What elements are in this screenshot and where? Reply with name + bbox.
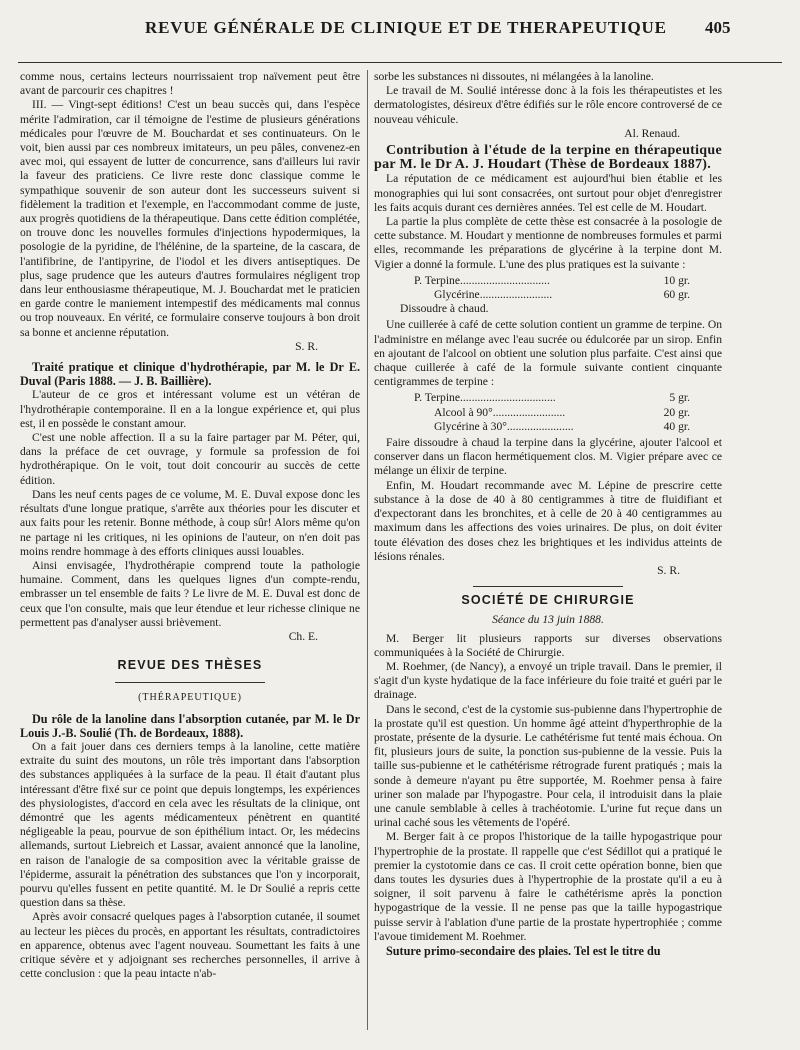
paragraph: M. Berger fait à ce propos l'historique de la taille hypogastrique pour l'hypertrophie de la prostate. Il rappelle que c'est Sédillot qui a pratiqué le premier la cystotomie dans ce cas. Il croit cette opération bonne, bien que dans toutes les dysuries dues à l'hypertrophie de la prostate qu'il a eu à soigner, il soit parvenu à faire le cathétérisme après la ponction hypogastrique de la vessie. Il ne pense pas que la taille hypogastrique puisse servir à l'ablation d'une partie de la prostate hypertrophiée ; comme l'avoue timidement M. Roehmer.: [374, 830, 722, 943]
paragraph: Faire dissoudre à chaud la terpine dans la glycérine, ajouter l'alcool et conserver dans un flacon hermétiquement clos. M. Vigier prépare avec ce mélange un élixir de terpine.: [374, 436, 722, 478]
left-column: [20, 70, 360, 981]
recipe-line: P. Terpine............................... 10 gr.: [414, 273, 690, 287]
article-title: Contribution à l'étude de la terpine en thérapeutique par M. le Dr A. J. Houdart (Thèse de Bordeaux 1887).: [374, 143, 722, 173]
paragraph: comme nous, certains lecteurs nourrissaient trop naïvement peut être avant de parcourir ces chapitres !: [20, 70, 360, 98]
signature: Ch. E.: [288, 629, 318, 643]
recipe-line: Glycérine......................... 60 gr.: [434, 288, 690, 302]
paragraph: Enfin, M. Houdart recommande avec M. Lépine de prescrire cette substance à la dose de 40 à 80 centigrammes à titre de fluidifiant et d'expectorant dans les bronchites, et à celle de 20 à 40 centigrammes au maximum dans les affections des voies urinaires. De plus, on doit éviter toute élévation des doses chez les brightiques et les individus atteints de lésions rénales.: [374, 478, 722, 563]
paragraph: Ainsi envisagée, l'hydrothérapie comprend toute la pathologie humaine. Comment, dans les quelques lignes d'un compte-rendu, embrasser un tel ensemble de faits ? Le livre de M. E. Duval est donc de ceux que l'on consulte, mais que leur étendue et leur richesse clinique ne permettent pas d'analyser aussi brièvement.: [20, 558, 360, 629]
recipe-2: [374, 391, 722, 434]
section-rule: [473, 586, 623, 587]
paragraph: sorbe les substances ni dissoutes, ni mélangées à la lanoline.: [374, 70, 654, 83]
article-title: Traité pratique et clinique d'hydrothérapie, par M. le Dr E. Duval (Paris 1888. — J. B. Baillière).: [20, 360, 360, 389]
recipe-line: P. Terpine................................. 5 gr.: [414, 391, 690, 405]
section-heading: SOCIÉTÉ DE CHIRURGIE: [461, 593, 635, 608]
paragraph: La partie la plus complète de cette thèse est consacrée à la posologie de cette substance. M. Houdart y mentionne de nombreuses formules et parmi elles, recommande les préparations de glycérine à la terpine dont M. Vigier a donné la formule. L'une des plus pratiques est la suivante :: [374, 215, 722, 271]
signature: S. R.: [295, 339, 318, 353]
subsection-heading: (THÉRAPEUTIQUE): [138, 692, 242, 704]
paragraph: Le travail de M. Soulié intéresse donc à la fois les thérapeutistes et les dermatologistes, désireux d'être édifiés sur le rôle encore controversé de ce nouveau véhicule.: [374, 84, 722, 126]
paragraph: III. — Vingt-sept éditions! C'est un beau succès qui, dans l'espèce mérite l'admiration, car il témoigne de l'estime de plusieurs générations médicales pour l'œuvre de M. Bouchardat et ses continuateurs. On le voit, bien aussi par ces nombreux imitateurs, un peu pâles, convenez-en avec moi, qui essayent de lutter de concurrence, sans d'ailleurs lui ravir la faveur des praticiens. Ce livre reste donc classique comme le sympathique souvenir de son auteur dont les successeurs suivent si fidèlement la tradition et l'exemple, en l'accommodant comme de juste, aux progrès quotidiens de la thérapeutique. Dans cette édition complétée, on trouve donc les nouvelles formules d'injections hypodermiques, la posologie de la pyridine, de l'hélénine, de la sparteine, de la cascara, de l'antifibrine, de l'antipyrine, de l'iodol et les divers antiseptiques. De plus, sage prudence que les auteurs d'autres formulaires négligent trop dans leur enthousiasme thérapeutique, M. J. Bouchardat met le praticien en garde contre le maniement intempestif des médicaments mal connus ou trop nouveaux. En vérité, ce formulaire conserve toujours à bon droit sa bonne et ancienne réputation.: [20, 98, 360, 339]
paragraph: On a fait jouer dans ces derniers temps à la lanoline, cette matière extraite du suint des moutons, un rôle très important dans l'absorption des substances appliquées à la surface de la peau. Il était d'autant plus intéressant d'être fixé sur ce point que depuis longtemps, les expériences des physiologistes, d'accord en cela avec les résultats de la clinique, ont démontré que les agents médicamenteux pénètrent en quantité négligeable la peau, pourvue de son épithélium intact. Or, les médecins allemands, surtout Liebreich et Lassar, avaient annoncé que la lanoline, en raison de l'analogie de sa composition avec la véritable graisse de l'épiderme, assurait la pénétration des substances que l'on y incorporait, pourvu qu'elles fussent en petite quantité. M. le Dr Soulié a repris cette question dans sa thèse.: [20, 739, 360, 910]
journal-title: REVUE GÉNÉRALE DE CLINIQUE ET DE THERAPEUTIQUE: [145, 18, 667, 37]
header-rule: [18, 62, 782, 63]
signature: S. R.: [657, 563, 680, 577]
paragraph: Dans les neuf cents pages de ce volume, M. E. Duval expose donc les résultats d'une longue pratique, s'arrête aux théories pour les discuter et aux faits pour les retenir. Bonne méthode, à coup sûr! Alors même qu'on ne partage ni les critiques, ni les opinions de l'auteur, on n'en doit pas moins rendre hommage à des efforts cliniques aussi louables.: [20, 487, 360, 558]
right-column: [374, 70, 722, 958]
paragraph: L'auteur de ce gros et intéressant volume est un vétéran de l'hydrothérapie contemporaine. Il en a la longue expérience et, qui plus est, il en possède le constant amour.: [20, 388, 360, 430]
paragraph: Après avoir consacré quelques pages à l'absorption cutanée, il soumet au lecteur les pièces du procès, en apportant les résultats, contradictoires en apparence, obtenus avec l'agent nouveau. Soumettant les faits à une critique sévère et y adjoignant ses recherches personnelles, il arrive à cette conclusion : que la peau intacte n'ab-: [20, 910, 360, 981]
paragraph: M. Berger lit plusieurs rapports sur diverses observations communiquées à la Société de Chirurgie.: [374, 631, 722, 659]
page-number: 405: [705, 18, 731, 37]
recipe-line: Alcool à 90°......................... 20 gr.: [434, 405, 690, 419]
running-header: [0, 18, 800, 44]
column-divider: [367, 70, 368, 1030]
paragraph: La réputation de ce médicament est aujourd'hui bien établie et les monographies qui lui sont consacrées, ont surtout pour objet d'enregistrer les faits acquis durant ces dernières années. Tel est celle de M. Houdart.: [374, 172, 722, 214]
paragraph: M. Roehmer, (de Nancy), a envoyé un triple travail. Dans le premier, il s'agit d'un kyste hydatique de la face inférieure du foie traité et guéri par le drainage.: [374, 659, 722, 702]
recipe-note: Dissoudre à chaud.: [400, 302, 489, 316]
session-date: Séance du 13 juin 1888.: [492, 613, 604, 627]
paragraph: Une cuillerée à café de cette solution contient un gramme de terpine. On l'administre en mélange avec l'eau sucrée ou édulcorée par un sirop. Enfin en ajoutant de l'alcool on obtient une solution plus parfaite. C'est ainsi que chaque cuillerée à café de la formule suivante contient cinquante centigrammes de terpine :: [374, 318, 722, 389]
article-title: Du rôle de la lanoline dans l'absorption cutanée, par M. le Dr Louis J.-B. Soulié (Th. de Bordeaux, 1888).: [20, 711, 360, 740]
paragraph: C'est une noble affection. Il a su la faire partager par M. Péter, qui, dans la préface de cet ouvrage, y formule sa profession de foi hydrothérapique. On le voit, tout doit concourir au succès de cette édition.: [20, 431, 360, 487]
section-rule: [115, 682, 265, 683]
recipe-1: [374, 274, 722, 317]
recipe-line: Glycérine à 30°....................... 40 gr.: [434, 419, 690, 433]
paragraph: Dans le second, c'est de la cystomie sus-pubienne dans l'hypertrophie de la prostate qu'il est question. Un homme âgé atteint d'hyperthrophie de la prostate, présente de la dysurie. Le cathétérisme fut tenté mais échoua. On fit, plusieurs jours de suite, la ponction sus-pubienne de la vessie. Puis la taille sus-pubienne et le cathétérisme rétrograde furent pratiqués ; mais la sonde à demeure n'ayant pu être supportée, M. Roehmer pensa à faire uriner son malade par l'hypogastre. Pour cela, il introduisit dans la plaie une canule semblable à celles à trachéotomie. L'urine fut reçue dans un urinal caché sous les vêtements de l'opéré.: [374, 702, 722, 830]
section-heading: REVUE DES THÈSES: [117, 658, 263, 673]
signature: Al. Renaud.: [624, 126, 680, 140]
paragraph: Suture primo-secondaire des plaies. Tel est le titre du: [386, 943, 661, 958]
